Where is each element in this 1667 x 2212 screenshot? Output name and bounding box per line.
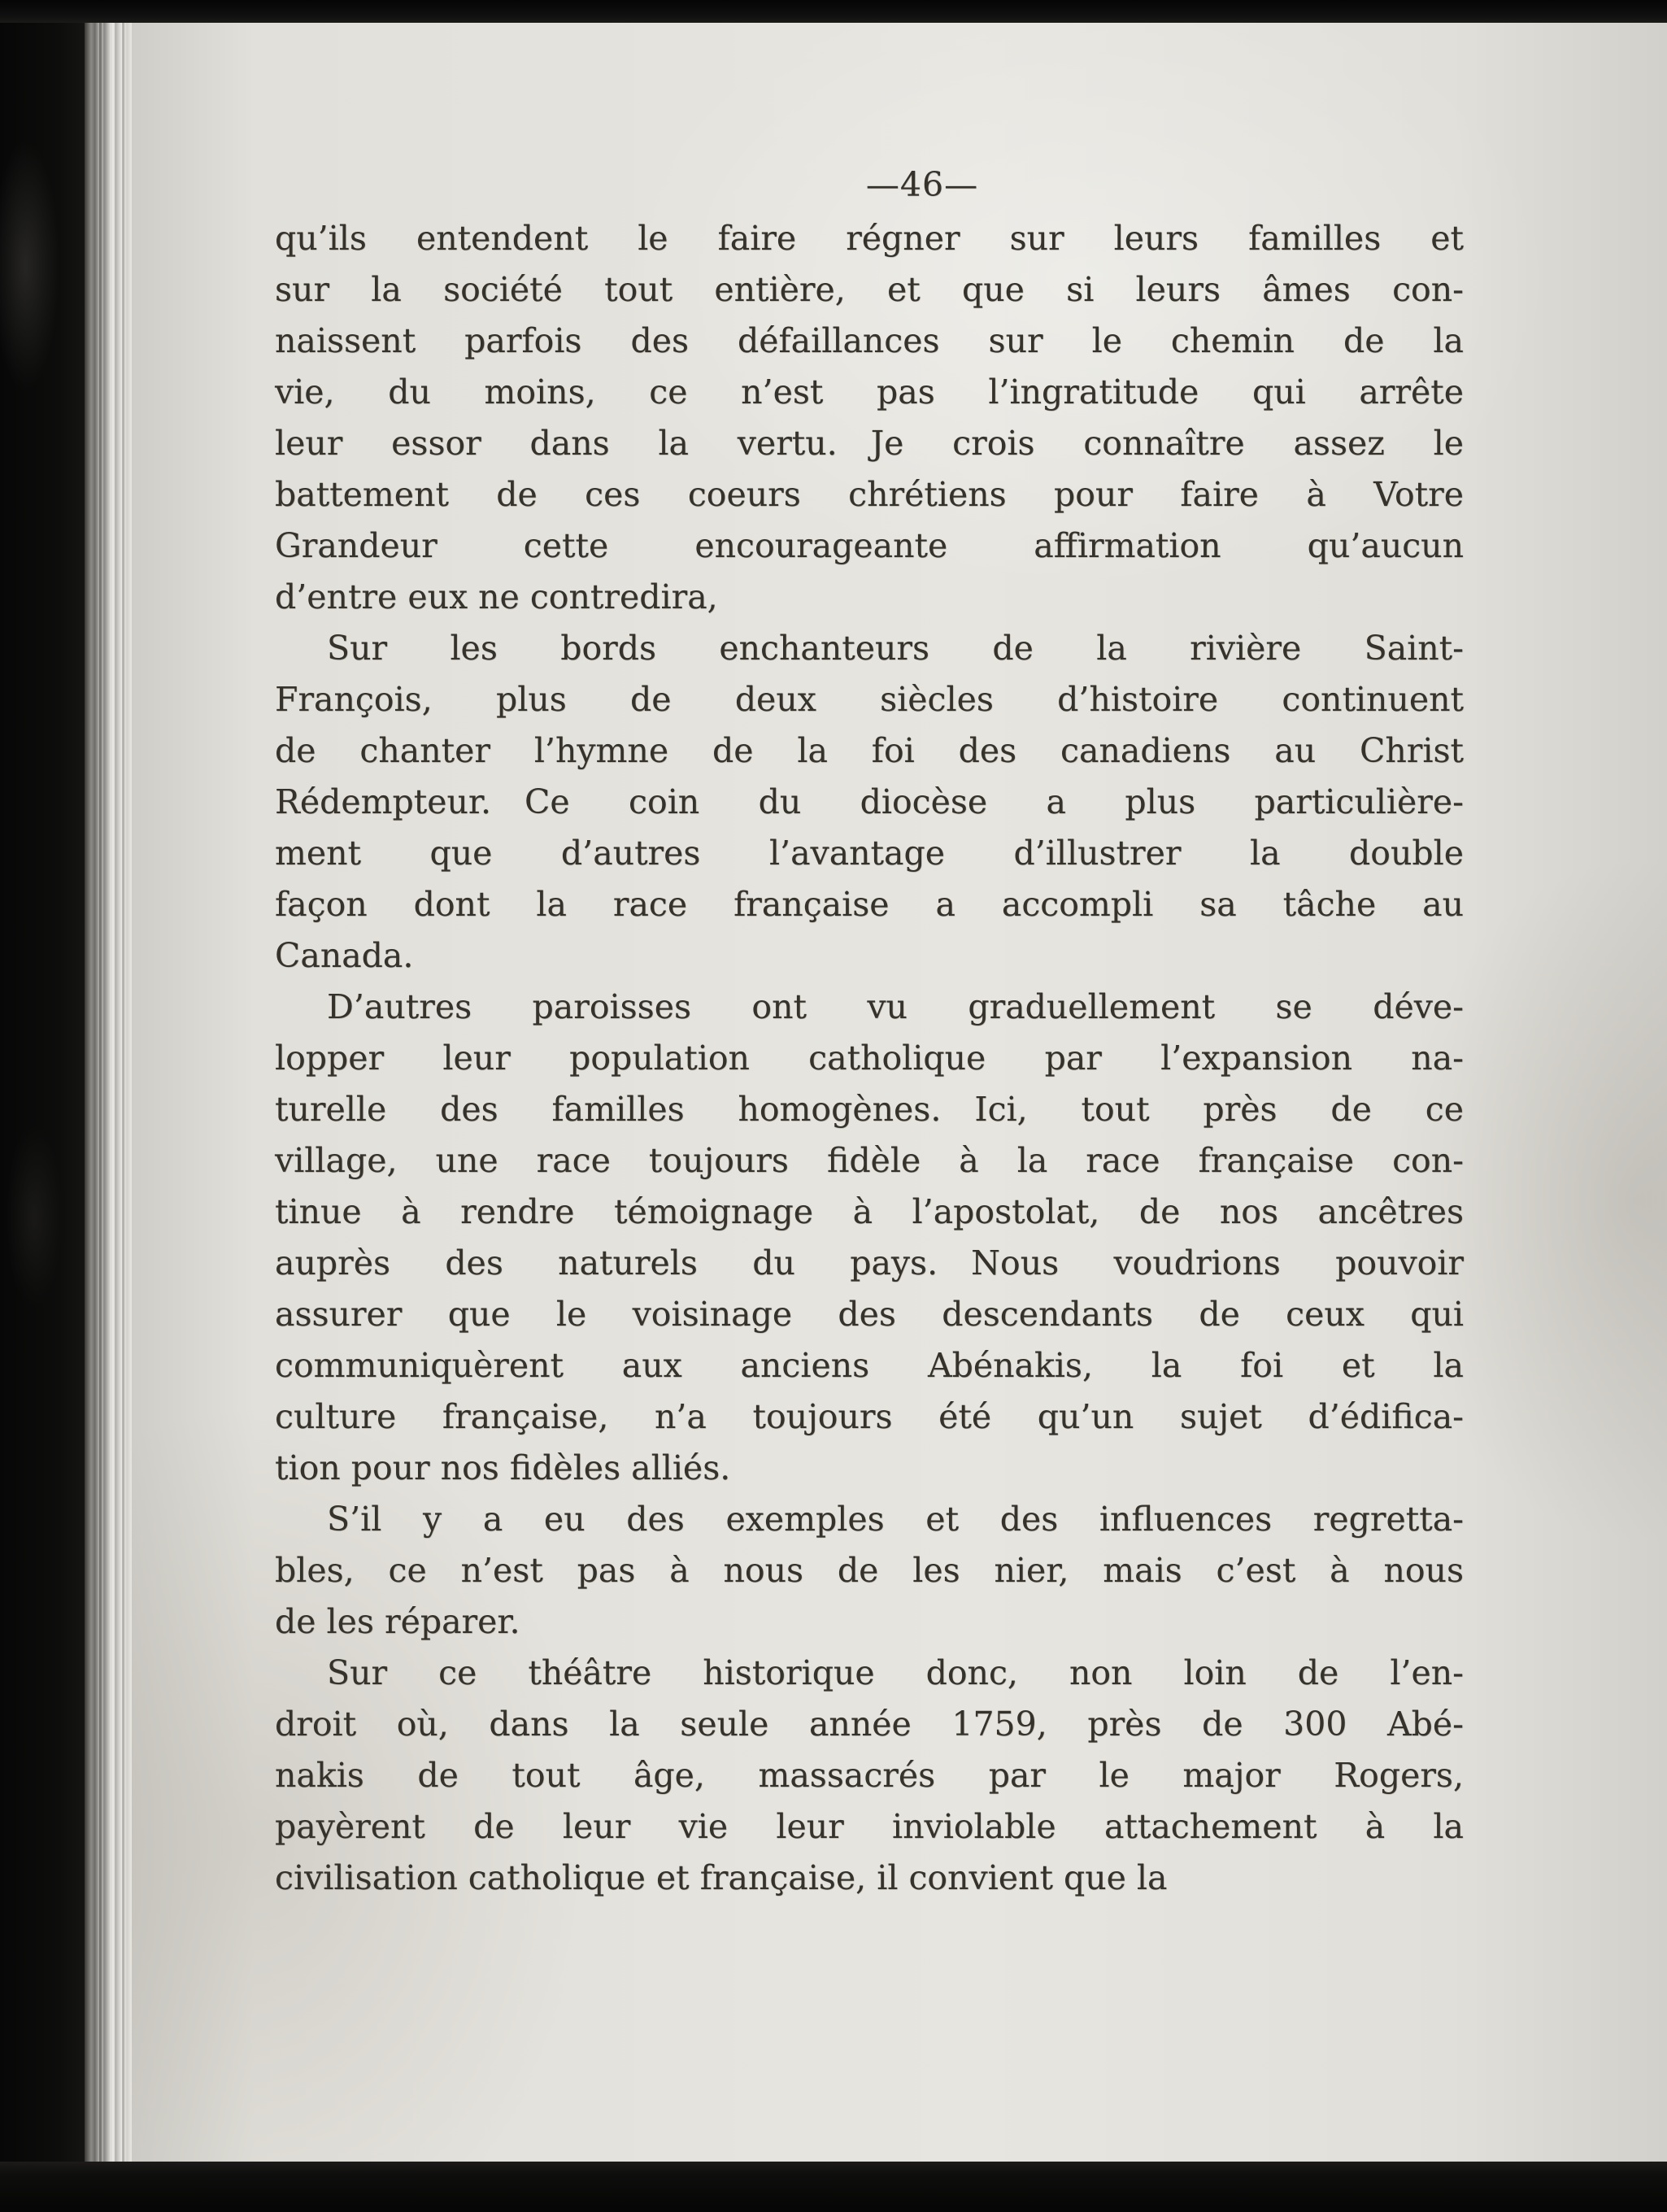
paragraph (275, 213, 1464, 623)
text-line: façon dont la race française a accompli sa tâche au (275, 885, 1464, 924)
text-line: Canada. (275, 936, 414, 975)
text-line: village, une race toujours fidèle à la race française con- (275, 1141, 1464, 1180)
scan-bottom-border (0, 2162, 1667, 2212)
text-line: François, plus de deux siècles d’histoire continuent (275, 680, 1464, 719)
text-line: auprès des naturels du pays. Nous voudrions pouvoir (275, 1243, 1464, 1282)
text-line: vie, du moins, ce n’est pas l’ingratitude qui arrête (275, 372, 1464, 411)
paragraph (275, 1494, 1464, 1648)
text-block (275, 165, 1464, 1904)
text-line: leur essor dans la vertu. Je crois connaître assez le (275, 424, 1464, 463)
text-line: culture française, n’a toujours été qu’un sujet d’édifica- (275, 1397, 1464, 1436)
text-line: turelle des familles homogènes. Ici, tout près de ce (275, 1090, 1464, 1129)
scan-top-border (0, 0, 1667, 23)
text-line: sur la société tout entière, et que si leurs âmes con- (275, 270, 1464, 309)
text-line: battement de ces coeurs chrétiens pour faire à Votre (275, 475, 1464, 514)
text-line: Rédempteur. Ce coin du diocèse a plus particulière- (275, 782, 1464, 821)
text-line: de chanter l’hymne de la foi des canadiens au Christ (275, 731, 1464, 770)
page-edge-line (99, 0, 102, 2212)
text-line: payèrent de leur vie leur inviolable attachement à la (275, 1807, 1464, 1846)
paragraph (275, 982, 1464, 1494)
text-line: Grandeur cette encourageante affirmation qu’aucun (275, 526, 1464, 565)
scan-left-border (0, 0, 85, 2212)
text-line: d’entre eux ne contredira, (275, 577, 718, 616)
text-line: ment que d’autres l’avantage d’illustrer la double (275, 834, 1464, 873)
page-edge-line (112, 0, 115, 2212)
text-line: lopper leur population catholique par l’expansion na- (275, 1039, 1464, 1078)
text-line: Sur les bords enchanteurs de la rivière Saint- (327, 629, 1464, 668)
text-line: qu’ils entendent le faire régner sur leurs familles et (275, 219, 1464, 258)
text-line: assurer que le voisinage des descendants de ceux qui (275, 1295, 1464, 1334)
text-line: Sur ce théâtre historique donc, non loin de l’en- (327, 1653, 1464, 1692)
book-page-edges (85, 0, 132, 2212)
text-line: tinue à rendre témoignage à l’apostolat, de nos ancêtres (275, 1192, 1464, 1231)
text-line: D’autres paroisses ont vu graduellement se déve- (327, 987, 1464, 1026)
text-line: nakis de tout âge, massacrés par le major Rogers, (275, 1756, 1464, 1795)
text-line: civilisation catholique et française, il convient que la (275, 1858, 1168, 1897)
page-edge-line (122, 0, 124, 2212)
paragraph (275, 623, 1464, 982)
text-line: communiquèrent aux anciens Abénakis, la foi et la (275, 1346, 1464, 1385)
book-page (132, 21, 1667, 2165)
paragraph (275, 1648, 1464, 1904)
text-line: de les réparer. (275, 1602, 520, 1641)
text-line: S’il y a eu des exemples et des influences regretta- (327, 1500, 1464, 1539)
page-number: —46— (865, 165, 979, 204)
text-line: tion pour nos fidèles alliés. (275, 1448, 731, 1487)
text-line: bles, ce n’est pas à nous de les nier, mais c’est à nous (275, 1551, 1464, 1590)
text-line: naissent parfois des défaillances sur le chemin de la (275, 321, 1464, 360)
text-line: droit où, dans la seule année 1759, près de 300 Abé- (275, 1705, 1464, 1744)
